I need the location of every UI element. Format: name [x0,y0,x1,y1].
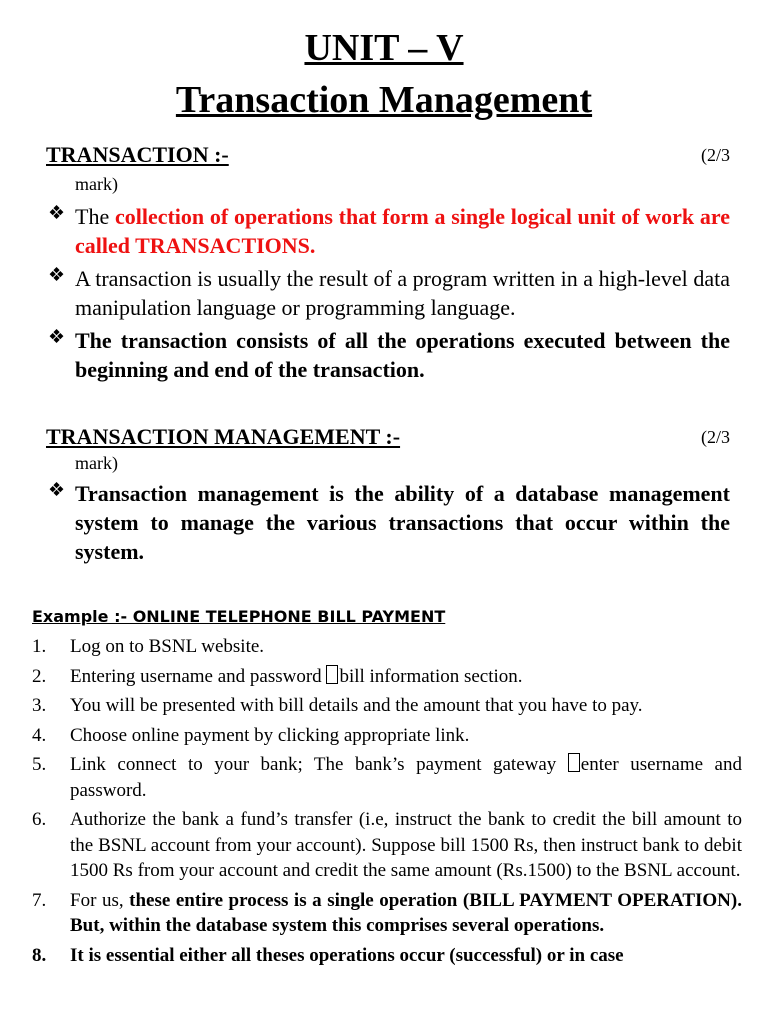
example-steps [32,634,742,972]
list-item: ❖ A transaction is usually the result of a program written in a high-level data manipulation language or programming language. [48,265,730,320]
transaction-management-heading-text: TRANSACTION MANAGEMENT :- [46,424,401,449]
list-item: 3. You will be presented with bill details and the amount that you have to pay. [32,695,643,716]
marks-label: (2/3 [701,145,730,165]
list-item: 6. Authorize the bank a fund’s transfer (i.e, instruct the bank to credit the bill amount to the BSNL account from your account). Suppose bill 1500 Rs, then instruct bank to debit 1500 Rs from your account and credit the same amount (Rs.1500) to the BSNL account. [32,809,742,881]
transaction-heading-text: TRANSACTION :- [46,142,229,167]
list-item: 5. Link connect to your bank; The bank’s payment gateway enter username and password. [32,754,742,801]
list-item: ❖ The transaction consists of all the operations executed between the beginning and end of the transaction. [48,327,730,382]
page-title: Transaction Management [175,79,593,121]
management-bullets [48,479,730,570]
transaction-heading [46,141,730,169]
list-item: ❖ Transaction management is the ability of a database management system to manage the various transactions that occur within the system. [48,480,730,564]
list-item: 4. Choose online payment by clicking appropriate link. [32,724,470,746]
arrow-placeholder-icon [326,665,338,684]
transaction-bullets [48,202,730,388]
marks-label-cont: mark) [75,174,118,194]
highlight-definition: collection of operations that form a single logical unit of work are called TRANSACTIONS. [75,204,731,258]
example-heading: Example :- ONLINE TELEPHONE BILL PAYMENT [32,607,446,626]
marks-label-cont: mark) [75,453,118,473]
list-item: 7. For us, these entire process is a single operation (BILL PAYMENT OPERATION). But, within the database system this comprises several operations. [32,889,742,936]
list-item: 1. Log on to BSNL website. [32,636,265,657]
list-item: 2. Entering username and password bill information section. [32,665,523,687]
transaction-management-heading [46,423,730,451]
marks-label: (2/3 [701,427,730,447]
arrow-placeholder-icon [568,753,580,772]
list-item: 8. It is essential either all theses operations occur (successful) or in case [32,944,624,966]
diamond-bullet-icon: ❖ [48,327,66,348]
diamond-bullet-icon: ❖ [48,265,66,286]
diamond-bullet-icon: ❖ [48,203,66,224]
diamond-bullet-icon: ❖ [48,480,66,501]
unit-title: UNIT – V [304,27,464,69]
list-item: ❖ The collection of operations that form a single logical unit of work are called TRANSACTIONS. [48,203,731,258]
